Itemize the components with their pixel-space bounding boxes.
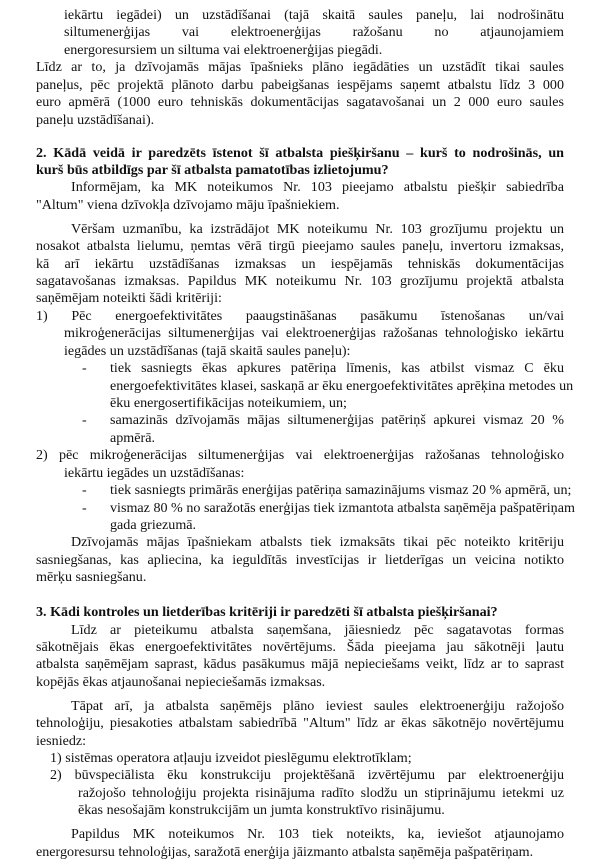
section2-heading-line-2: kurš būs atbildīgs par šī atbalsta pamatotības izlietojumu? [36, 162, 389, 179]
s2p3-line-1: Dzīvojamās mājas īpašniekam atbalsts tiek izmaksāts tikai pēc noteikto kritēriju [71, 534, 564, 551]
criteria1-line-1: 1) Pēc energoefektivitātes paaugstināšanas pasākumu īstenošanas un/vai [36, 307, 564, 324]
s3-list-item-2: 2) būvspeciālista ēku konstrukciju projektēšanā izvērtējumu par elektroenerģiju [50, 767, 564, 784]
s3-list-item-2-cont: ražojošo tehnoloģiju projekta risinājuma radīto slodžu un stiprinājumu ietekmi uz [78, 784, 564, 801]
bullet-dash: - [82, 482, 87, 499]
s2p1-line-1: Informējam, ka MK noteikumos Nr. 103 pieejamo atbalstu piešķir sabiedrība [71, 179, 564, 196]
criteria2-bullet-1: - tiek sasniegts primārās enerģijas patēriņa samazinājums vismaz 20 % apmērā, un; [82, 482, 572, 499]
intro-line-3: energoresursiem un siltuma vai elektroenerģijas piegādi. [64, 41, 383, 58]
criteria1-bullet-2: - samazinās dzīvojamās mājas siltumenerģijas patēriņš apkurei vismaz 20 % [82, 412, 564, 429]
criteria2-line-2: iekārtu iegādes un uzstādīšanas: [64, 464, 245, 481]
s3-list-item-2-cont2: ēkas nesošajām konstrukcijām un jumta konstruktīvo risinājumu. [78, 802, 445, 819]
s2p2-line-1: Vēršam uzmanību, ka izstrādājot MK noteikumu Nr. 103 grozījumu projektu un [71, 220, 564, 237]
s2p2-line-4: sagatavošanas izmaksas. Papildus MK noteikumu Nr. 103 grozījumu projektā atbalsta [36, 273, 564, 290]
criteria1-line-6: ēku energosertifikācijas noteikumiem, un; [110, 395, 347, 412]
criteria1-line-3: iegādes un uzstādīšanas (tajā skaitā saules paneļu): [64, 342, 351, 359]
support-line-2: paneļus, pēc projektā plānoto darbu pabeigšanas iespējams saņemt atbalstu līdz 3 000 [36, 76, 564, 93]
bullet-dash: - [82, 360, 87, 377]
criteria1-bullet-1: - tiek sasniegts ēkas apkures patēriņa līmenis, kas atbilst vismaz C ēku [82, 360, 564, 377]
criteria2-bullet-2: - vismaz 80 % no saražotās enerģijas tiek izmantota atbalsta saņēmēja pašpatēriņam [82, 499, 575, 516]
s2p2-line-5: saņēmējam noteikti šādi kritēriji: [36, 290, 222, 307]
s3p2-line-3: iesniedz: [36, 732, 87, 749]
criteria2-line-1: 2) pēc mikroģenerācijas siltumenerģijas vai elektroenerģijas ražošanas tehnoloģisko [36, 447, 564, 464]
s3p1-line-3: atbalsta saņēmējam saprast, kādus pasākumus mājā nepieciešams veikt, līdz ar to saprast [36, 656, 564, 673]
s3p1-line-4: kopējās ēkas atjaunošanai nepieciešamās izmaksas. [36, 673, 326, 690]
s3p2-line-1: Tāpat arī, ja atbalsta saņēmējs plāno ieviest saules elektroenerģiju ražojošo [71, 697, 564, 714]
s3p3-line-1: Papildus MK noteikumos Nr. 103 tiek noteikts, ka, ieviešot atjaunojamo [71, 826, 564, 843]
bullet-dash: - [82, 499, 87, 516]
s3p3-line-2: energoresursu tehnoloģijas, saražotā enerģija jāizmanto atbalsta saņēmēja pašpatēriņam. [36, 843, 534, 860]
criteria1-line-8: apmērā. [110, 429, 155, 446]
s2p1-line-2: "Altum" viena dzīvokļa dzīvojamo māju īpašniekiem. [36, 196, 340, 213]
s3p1-line-1: Līdz ar pieteikumu atbalsta saņemšana, jāiesniedz pēc sagatavotas formas [71, 621, 564, 638]
s3p2-line-2: tehnoloģiju, piesakoties atbalstam sabiedrībā "Altum" līdz ar ēkas sākotnējo novērtējumu [36, 715, 564, 732]
s2p2-line-2: nosakot atbalsta lielumu, ņemtas vērā tirgū pieejamo saules paneļu, invertoru izmaksas, [36, 238, 564, 255]
s3p1-line-2: sākotnējais ēkas energoefektivitātes novērtējums. Šāda pieejama jau sākotnēji ļautu [36, 639, 564, 656]
s2p3-line-3: mērķu sasniegšanu. [36, 569, 147, 586]
criteria1-line-2: mikroģenerācijas siltumenerģijas vai elektroenerģijas ražošanas tehnoloģisko iekārtu [64, 325, 564, 342]
section2-heading-line-1: 2. Kādā veidā ir paredzēts īstenot šī atbalsta piešķiršanu – kurš to nodrošinās, un [36, 144, 564, 161]
intro-line-1: iekārtu iegādei) un uzstādīšanai (tajā skaitā saules paneļu, lai nodrošinātu [64, 7, 564, 23]
criteria2-line-5: gada griezumā. [110, 517, 197, 534]
bullet-dash: - [82, 412, 87, 429]
s2p2-line-3: kā arī iekārtu uzstādīšanas izmaksas un iespējamās tehniskās dokumentācijas [36, 255, 564, 272]
s3-list-item-1: 1) sistēmas operatora atļauju izveidot pieslēgumu elektrotīklam; [50, 750, 412, 766]
criteria1-line-5: energoefektivitātes klasei, saskaņā ar ēku energoefektivitātes aprēķina metodes un [110, 377, 574, 394]
support-line-4: paneļu uzstādīšanai). [36, 111, 155, 128]
intro-line-2: siltumenerģijas vai elektroenerģijas ražošanu no atjaunojamiem [64, 24, 564, 41]
support-line-3: euro apmērā (1000 euro tehniskās dokumentācijas sagatavošanai un 2 000 euro saules [36, 94, 564, 111]
section3-heading: 3. Kādi kontroles un lietderības kritēriji ir paredzēti šī atbalsta piešķiršanai? [36, 604, 498, 621]
support-line-1: Līdz ar to, ja dzīvojamās mājas īpašnieks plāno iegādāties un uzstādīt tikai saules [36, 59, 564, 76]
s2p3-line-2: sasniegšanas, kas apliecina, ka ieguldītās investīcijas ir lietderīgas un veicina notikto [36, 551, 564, 568]
